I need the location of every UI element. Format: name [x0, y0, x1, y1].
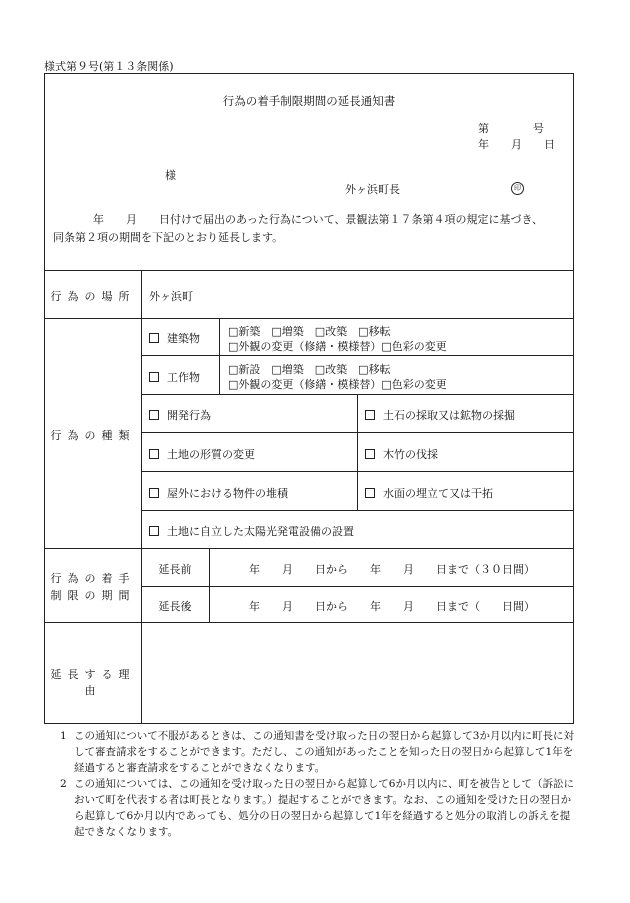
checkbox-icon: [365, 488, 375, 498]
checkbox-reclamation[interactable]: [365, 485, 493, 501]
period-before-value[interactable]: 年 月 日から 年 月 日まで（３０日間）: [249, 563, 535, 576]
period-after-value[interactable]: 年 月 日から 年 月 日まで（ 日間）: [249, 600, 535, 613]
divider: [141, 355, 573, 356]
checkbox-building[interactable]: [149, 330, 200, 346]
checkbox-icon: [149, 526, 159, 536]
note-text: この通知については、この通知を受け取った日の翌日から起算して6か月以内に、町を被告として（訴訟において町を代表する者は町長となります。）提起することができます。なお、この通知を受けた日の翌日から起算して6か月以内であっても、処分の日の翌日から起算して1年を経過すると処分の取消しの訴えを提起できなくなります。: [74, 778, 574, 838]
period-before-label: 延長前: [158, 563, 192, 576]
land-alteration-label: 土地の形質の変更: [167, 448, 255, 461]
body-text-line1: 年 月 日付けで届出のあった行為について、景観法第１７条第４項の規定に基づき、: [93, 213, 544, 226]
note-item: [60, 728, 580, 776]
checkbox-solar-installation[interactable]: [149, 523, 354, 539]
tree-felling-label: 木竹の伐採: [383, 448, 438, 461]
building-label: 建築物: [167, 332, 200, 345]
document-date-field[interactable]: 年 月 日: [478, 138, 555, 151]
checkbox-development[interactable]: [149, 407, 211, 423]
divider: [141, 270, 142, 723]
notice-form: [44, 73, 574, 724]
period-label-line2: 制限の期間: [50, 589, 136, 602]
earth-mining-label: 土石の採取又は鉱物の採掘: [383, 409, 515, 422]
note-number: 1: [60, 730, 67, 742]
divider: [357, 394, 358, 510]
reclamation-label: 水面の埋立て又は干拓: [383, 487, 493, 500]
solar-installation-label: 土地に自立した太陽光発電設備の設置: [167, 525, 354, 538]
divider: [45, 548, 573, 549]
document-title: 行為の着手制限期間の延長通知書: [222, 94, 396, 108]
checkbox-outdoor-storage[interactable]: [149, 485, 288, 501]
seal-mark: [511, 180, 524, 195]
structure-label: 工作物: [167, 371, 200, 384]
checkbox-structure[interactable]: [149, 369, 200, 385]
divider: [141, 586, 573, 587]
note-item: [60, 776, 580, 840]
checkbox-icon: [365, 449, 375, 459]
divider: [45, 270, 573, 271]
outdoor-storage-label: 屋外における物件の堆積: [167, 487, 288, 500]
structure-options-row2[interactable]: □外観の変更（修繕・模様替）□色彩の変更: [228, 378, 447, 391]
document-number-field[interactable]: 第 号: [478, 122, 544, 135]
body-text-line2: 同条第２項の期間を下記のとおり延長します。: [53, 231, 284, 244]
checkbox-icon: [149, 410, 159, 420]
seal-icon: 印: [511, 182, 524, 195]
checkbox-icon: [149, 333, 159, 343]
type-label: 行為の種類: [50, 429, 136, 442]
note-number: 2: [60, 778, 67, 790]
checkbox-icon: [149, 449, 159, 459]
development-label: 開発行為: [167, 409, 211, 422]
checkbox-earth-mining[interactable]: [365, 407, 515, 423]
building-options-row1[interactable]: □新築 □増築 □改築 □移転: [228, 325, 391, 338]
checkbox-land-alteration[interactable]: [149, 446, 255, 462]
checkbox-icon: [365, 410, 375, 420]
divider: [45, 318, 573, 319]
building-options-row2[interactable]: □外観の変更（修繕・模様替）□色彩の変更: [228, 340, 447, 353]
reason-field[interactable]: [145, 626, 569, 720]
notes-section: [60, 728, 580, 840]
divider: [45, 622, 573, 623]
divider: [219, 318, 220, 394]
period-label-line1: 行為の着手: [50, 572, 136, 585]
period-after-label: 延長後: [158, 600, 192, 613]
location-label: 行為の場所: [50, 290, 136, 303]
divider: [141, 510, 573, 511]
checkbox-icon: [149, 372, 159, 382]
form-number: 様式第９号(第１３条関係): [44, 60, 174, 73]
location-value[interactable]: 外ヶ浜町: [149, 290, 193, 303]
structure-options-row1[interactable]: □新設 □増築 □改築 □移転: [228, 363, 391, 376]
reason-label: 延長する理由: [50, 668, 136, 697]
divider: [209, 548, 210, 622]
checkbox-icon: [149, 488, 159, 498]
note-text: この通知について不服があるときは、この通知書を受け取った日の翌日から起算して3か月以内に町長に対して審査請求をすることができます。ただし、この通知があったことを知った日の翌日から起算して1年を経過すると審査請求をすることができなくなります。: [74, 730, 574, 774]
issuer-name: 外ヶ浜町長: [345, 183, 400, 196]
checkbox-tree-felling[interactable]: [365, 446, 438, 462]
addressee-suffix: 様: [165, 169, 176, 182]
